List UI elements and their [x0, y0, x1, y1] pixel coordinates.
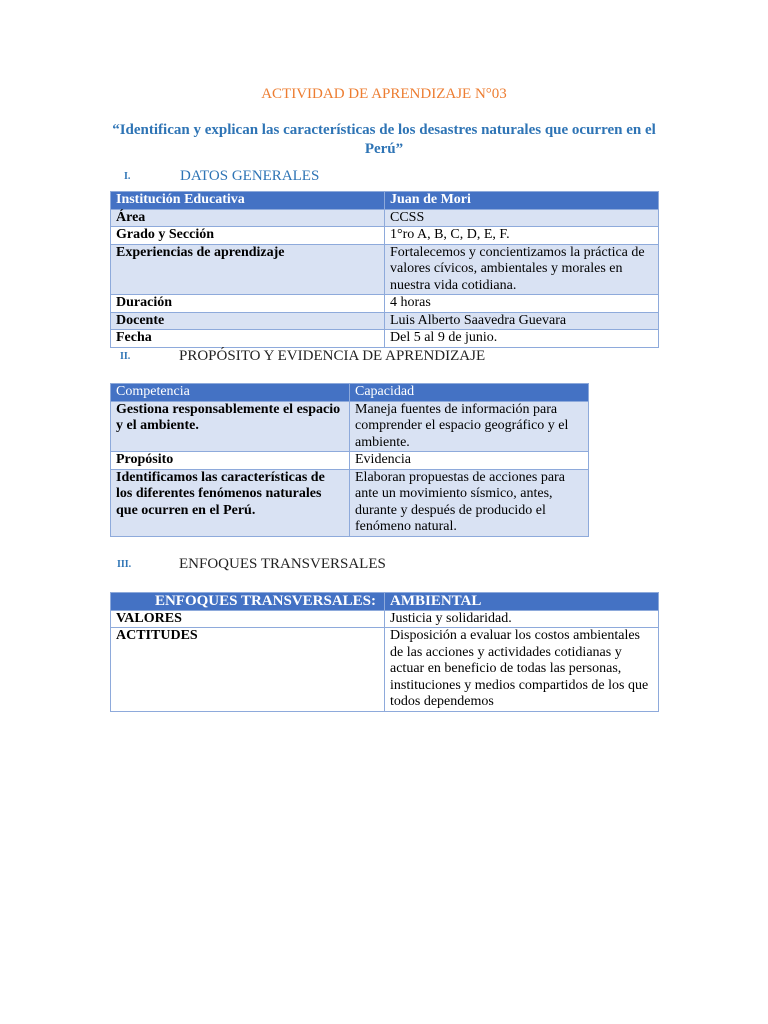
row-value: Luis Alberto Saavedra Guevara — [385, 312, 659, 330]
row-label: Grado y Sección — [111, 227, 385, 245]
section-number: I. — [124, 171, 131, 182]
header-cell: Institución Educativa — [111, 192, 385, 210]
header-cell: AMBIENTAL — [385, 593, 659, 611]
row-label: Área — [111, 209, 385, 227]
table-header-row — [111, 593, 659, 611]
enfoques-transversales-table — [110, 592, 659, 712]
row-value: Disposición a evaluar los costos ambientales de las acciones y actividades cotidianas y actuar en beneficio de todas las personas, instituciones y medios compartidos de los que todos dependemos — [385, 628, 659, 712]
row-right: Evidencia — [350, 452, 589, 470]
header-cell: Competencia — [111, 384, 350, 402]
row-value: 1°ro A, B, C, D, E, F. — [385, 227, 659, 245]
row-left: Gestiona responsablemente el espacio y el ambiente. — [111, 401, 350, 452]
table-row — [111, 610, 659, 628]
table-row — [111, 227, 659, 245]
table-row — [111, 401, 589, 452]
row-label: Duración — [111, 295, 385, 313]
row-value: 4 horas — [385, 295, 659, 313]
document-title: ACTIVIDAD DE APRENDIZAJE N°03 — [261, 86, 507, 102]
header-cell: ENFOQUES TRANSVERSALES: — [111, 593, 385, 611]
table-row — [111, 330, 659, 348]
section-title: ENFOQUES TRANSVERSALES — [179, 556, 386, 572]
document-subtitle: “Identifican y explican las características de los desastres naturales que ocurren en el Perú” — [112, 122, 656, 157]
header-cell: Capacidad — [350, 384, 589, 402]
section-title: DATOS GENERALES — [180, 168, 320, 184]
section-number: III. — [117, 559, 132, 570]
table-header-row — [111, 192, 659, 210]
row-left: Identificamos las características de los diferentes fenómenos naturales que ocurren en el Perú. — [111, 469, 350, 536]
header-cell: Juan de Mori — [385, 192, 659, 210]
proposito-evidencia-table — [110, 383, 589, 537]
row-label: VALORES — [111, 610, 385, 628]
row-label: Docente — [111, 312, 385, 330]
table-row — [111, 244, 659, 295]
row-right: Elaboran propuestas de acciones para ante un movimiento sísmico, antes, durante y después de producido el fenómeno natural. — [350, 469, 589, 536]
row-label: Experiencias de aprendizaje — [111, 244, 385, 295]
row-label: Fecha — [111, 330, 385, 348]
row-value: Del 5 al 9 de junio. — [385, 330, 659, 348]
table-row — [111, 452, 589, 470]
table-row — [111, 209, 659, 227]
row-right: Maneja fuentes de información para comprender el espacio geográfico y el ambiente. — [350, 401, 589, 452]
table-row — [111, 628, 659, 712]
table-row — [111, 469, 589, 536]
table-row — [111, 312, 659, 330]
row-left: Propósito — [111, 452, 350, 470]
row-value: CCSS — [385, 209, 659, 227]
row-value: Fortalecemos y concientizamos la práctica de valores cívicos, ambientales y morales en nuestra vida cotidiana. — [385, 244, 659, 295]
row-value: Justicia y solidaridad. — [385, 610, 659, 628]
table-header-row — [111, 384, 589, 402]
row-label: ACTITUDES — [111, 628, 385, 712]
section-title: PROPÓSITO Y EVIDENCIA DE APRENDIZAJE — [179, 348, 486, 364]
table-row — [111, 295, 659, 313]
datos-generales-table — [110, 191, 659, 348]
section-number: II. — [120, 351, 131, 362]
